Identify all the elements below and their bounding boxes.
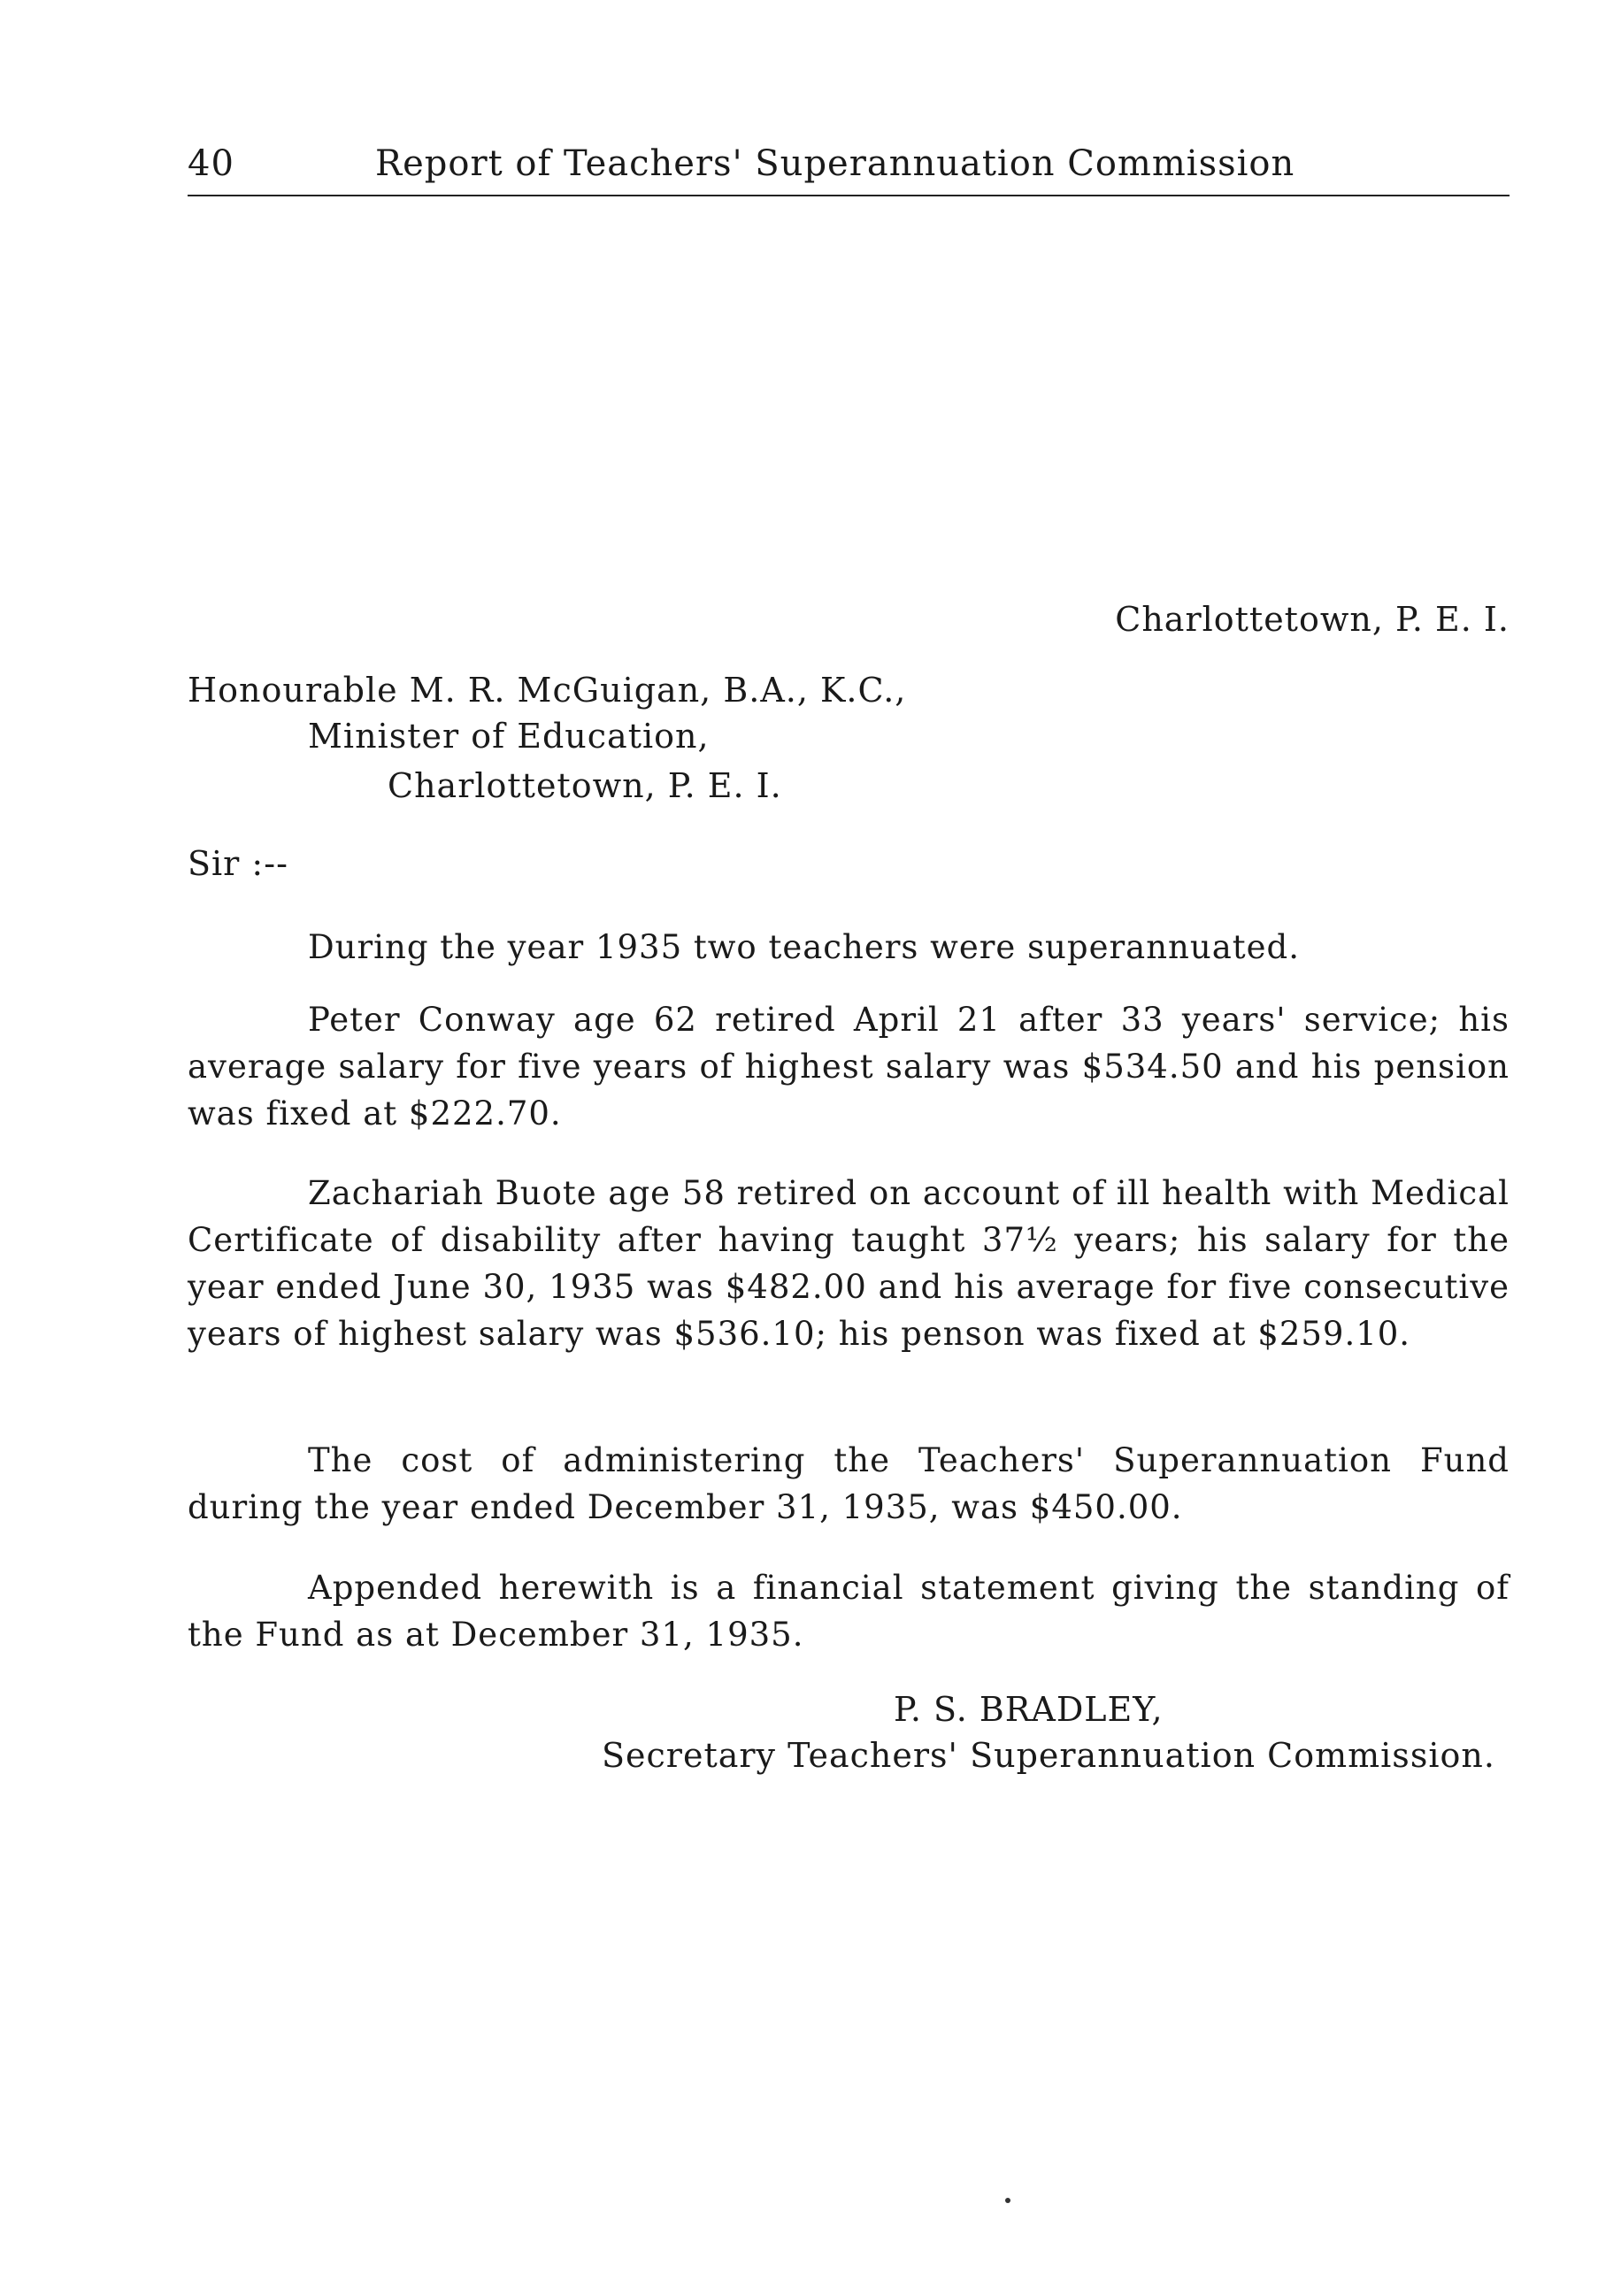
running-title: Report of Teachers' Superannuation Commission [375,143,1295,184]
header-rule [188,195,1510,196]
page-mark [1005,2198,1010,2203]
page-number: 40 [188,143,234,184]
place-line: Charlottetown, P. E. I. [1115,600,1510,639]
paragraph-2: Peter Conway age 62 retired April 21 after 33 years' service; his average salary for five years of highest salary was $534.50 and his pension was fixed at $222.70. [188,1001,1510,1133]
salutation: Sir :-- [188,844,288,883]
signature-name: P. S. BRADLEY, [894,1690,1164,1729]
paragraph-1: During the year 1935 two teachers were superannuated. [308,928,1300,966]
paragraph-4: The cost of administering the Teachers' Superannuation Fund during the year ended December 31, 1935, was $450.00. [188,1441,1510,1526]
recipient-line-2: Minister of Education, [308,717,710,756]
page-header [188,143,1510,188]
recipient-line-1: Honourable M. R. McGuigan, B.A., K.C., [188,671,907,710]
paragraph-3: Zachariah Buote age 58 retired on account of ill health with Medical Certificate of disability after having taught 37½ years; his salary for the year ended June 30, 1935 was $482.00 and his average for five consecutive years of highest salary was $536.10; his penson was fixed at $259.10. [188,1174,1510,1353]
signature-title: Secretary Teachers' Superannuation Commission. [602,1736,1495,1775]
recipient-line-3: Charlottetown, P. E. I. [388,766,782,805]
paragraph-5: Appended herewith is a financial statement giving the standing of the Fund as at December 31, 1935. [188,1569,1510,1654]
